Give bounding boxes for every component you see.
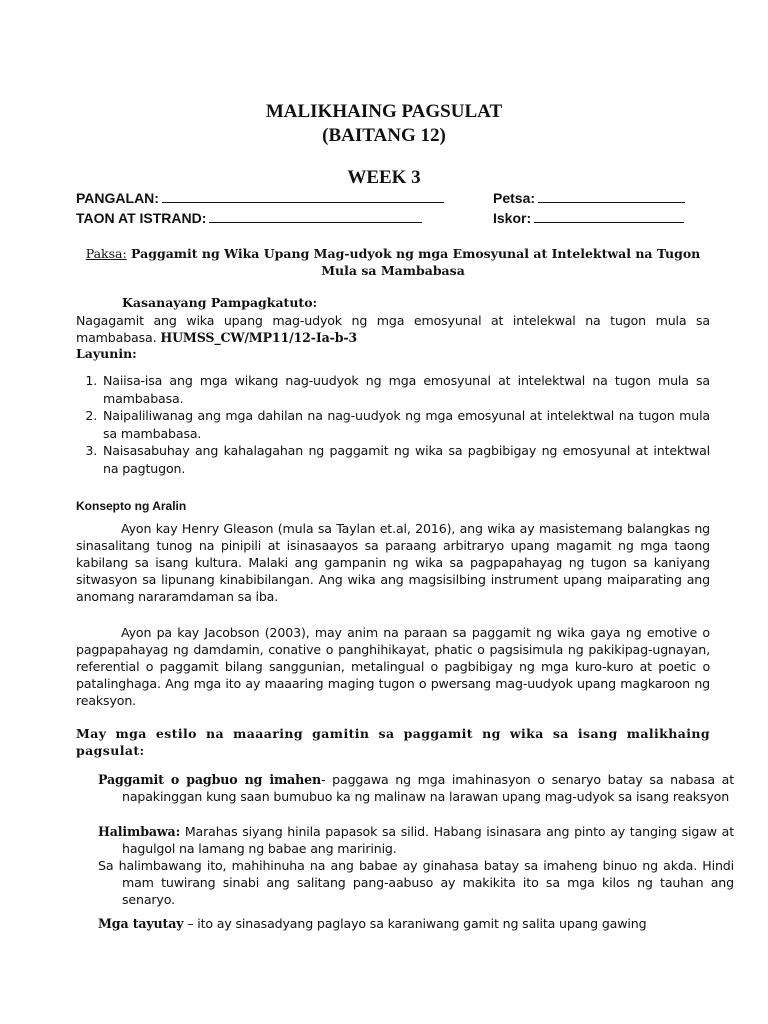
topic [76, 245, 710, 279]
example [98, 823, 734, 857]
concept-heading: Konsepto ng Aralin [76, 499, 187, 513]
imahen-definition [98, 771, 734, 805]
tayutay-def: – ito ay sinasadyang paglayo sa karaniwang gamit ng salita upang gawing [187, 916, 647, 931]
imahen-def: - paggawa ng mga imahinasyon o senaryo batay sa nabasa at napakinggan kung saan bumubuo ka ng malinaw na larawan upang mag-udyok sa isang reaksyon [122, 772, 734, 804]
taon-field [76, 208, 422, 226]
petsa-field [493, 188, 685, 206]
concept-paragraph-1: Ayon kay Henry Gleason (mula sa Taylan et.al, 2016), ang wika ay masistemang balangkas ng sinasalitang tunog na pinipili at isinasaayos sa paraang arbitraryo upang magamit ng mga taong kabilang sa isang kultura. Malaki ang gampanin ng wika sa pagpapahayag ng tugon sa kaniyang sitwasyon sa lipunang kinabibilangan. Ang wika ang magsisilbing instrument upang maiparating ang anomang nararamdaman sa iba. [76, 521, 710, 604]
example-text: Marahas siyang hinila papasok sa silid. Habang isinasara ang pinto ay tanging sigaw at hagulgol na lamang ng babae ang maririnig. [122, 824, 735, 856]
objective-item: 2. Naipaliliwanag ang mga dahilan na nag-uudyok ng mga emosyunal at intelektwal na tugon mula sa mambabasa. [101, 407, 710, 442]
objective-item: 1. Naiisa-isa ang mga wikang nag-uudyok ng mga emosyunal at intelektwal na tugon mula sa mambabasa. [101, 372, 710, 407]
taon-blank [209, 208, 422, 223]
document-title: MALIKHAING PAGSULAT [265, 101, 503, 122]
pangalan-blank [162, 188, 444, 203]
competency-text [76, 312, 710, 346]
example-term: Halimbawa: [98, 824, 181, 839]
objectives-heading: Layunin: [76, 346, 137, 361]
objectives-list [76, 372, 710, 477]
topic-label: Paksa: [85, 246, 127, 261]
petsa-blank [538, 188, 685, 203]
topic-text: Paggamit ng Wika Upang Mag-udyok ng mga Emosyunal at Intelektwal na Tugon Mula sa Mambabasa [131, 246, 701, 278]
taon-label: TAON AT ISTRAND: [76, 210, 207, 226]
iskor-field [493, 208, 684, 226]
petsa-label: Petsa: [493, 190, 536, 206]
example-note: Sa halimbawang ito, mahihinuha na ang babae ay ginahasa batay sa imaheng binuo ng akda. Hindi mam tuwirang sinabi ang salitang pang-aabuso ay makikita ito sa mga kilos ng tauhan ang senaryo. [98, 858, 734, 907]
pangalan-field [76, 188, 444, 206]
iskor-label: Iskor: [493, 210, 532, 226]
styles-heading: May mga estilo na maaaring gamitin sa paggamit ng wika sa isang malikhaing pagsulat: [76, 726, 710, 758]
grade-level: (BAITANG 12) [322, 125, 446, 146]
concept-paragraph-2: Ayon pa kay Jacobson (2003), may anim na paraan sa paggamit ng wika gaya ng emotive o pagpapahayag ng damdamin, conative o panghihikayat, phatic o pagsisimula ng pakikipag-ugnayan, referential o paggamit bilang sanggunian, metalingual o pagbibigay ng mga kuro-kuro at poetic o patalinghaga. Ang mga ito ay maaaring maging tugon o pwersang mag-uudyok upang magkaroon ng reaksyon. [76, 625, 710, 708]
competency-body: Nagagamit ang wika upang mag-udyok ng mga emosyunal at intelekwal na tugon mula sa mambabasa. [76, 313, 710, 345]
week-label: WEEK 3 [347, 167, 421, 188]
iskor-blank [534, 208, 684, 223]
objective-item: 3. Naisasabuhay ang kahalagahan ng paggamit ng wika sa pagbibigay ng emosyunal at intektwal na pagtugon. [101, 442, 710, 477]
imahen-term: Paggamit o pagbuo ng imahen [98, 772, 322, 787]
tayutay-term: Mga tayutay [98, 916, 184, 931]
tayutay-definition [98, 915, 710, 932]
pangalan-label: PANGALAN: [76, 190, 159, 206]
competency-code: HUMSS_CW/MP11/12-Ia-b-3 [160, 330, 358, 345]
competency-heading: Kasanayang Pampagkatuto: [122, 295, 318, 310]
